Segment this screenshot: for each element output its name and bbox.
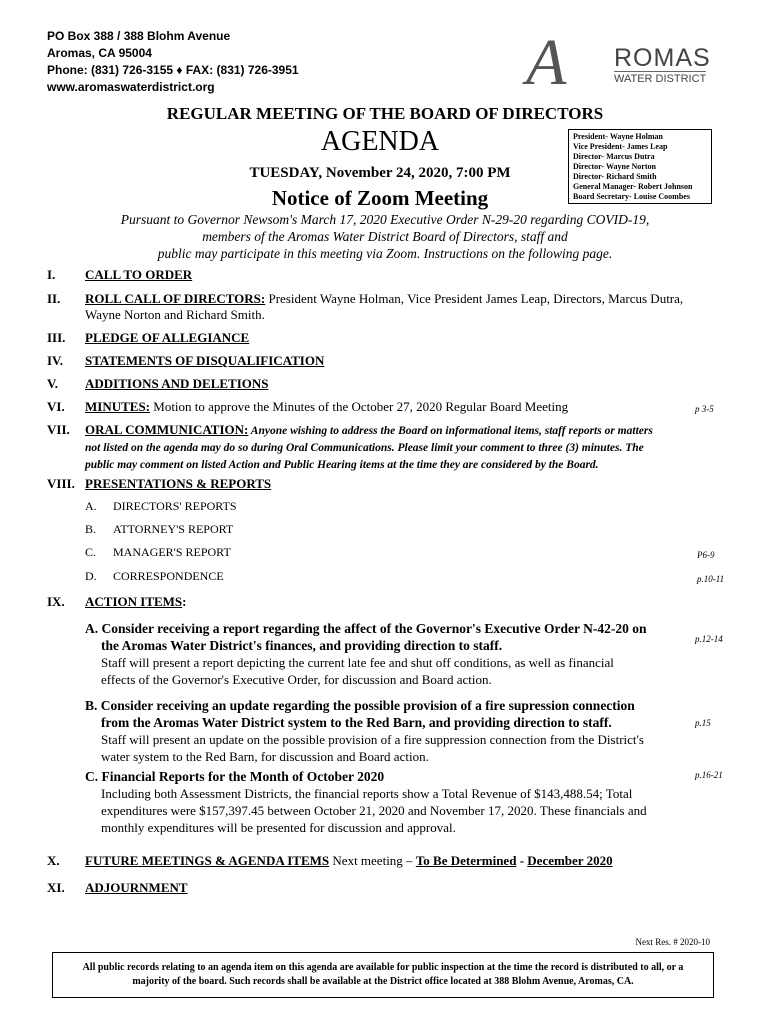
roll-call-text-2: Wayne Norton and Richard Smith. bbox=[85, 307, 265, 322]
public-records-notice: All public records relating to an agenda item on this agenda are available for public inspection at the time the record is distributed to all, or a majority of the board. Such records shall be available at the District office located at 388 Blohm Avenue, Aromas, CA. bbox=[52, 952, 714, 998]
officer-line: Director- Wayne Norton bbox=[573, 162, 656, 171]
meeting-date: TUESDAY, November 24, 2020, 7:00 PM bbox=[249, 165, 511, 181]
page-ref: P6-9 bbox=[697, 550, 715, 560]
minutes-item bbox=[85, 399, 568, 415]
action-c-text: Including both Assessment Districts, the financial reports show a Total Revenue of $143,488.54; Total bbox=[101, 786, 633, 801]
item-title-pledge: PLEDGE OF ALLEGIANCE bbox=[85, 330, 250, 345]
officer-line: Director- Richard Smith bbox=[573, 172, 657, 181]
action-b-text-2: water system to the Red Barn, for discussion and Board action. bbox=[101, 749, 429, 764]
item-title-additions: ADDITIONS AND DELETIONS bbox=[85, 376, 269, 391]
item-number: VIII. bbox=[47, 476, 75, 491]
action-a-title-2: the Aromas Water District's finances, and providing direction to staff. bbox=[101, 638, 503, 653]
sub-item-correspondence bbox=[85, 569, 224, 584]
action-a-text: Staff will present a report depicting the current late fee and shut off conditions, as well as financial bbox=[101, 655, 614, 670]
item-title-minutes: MINUTES: bbox=[85, 399, 151, 414]
agenda-heading: AGENDA bbox=[320, 126, 440, 157]
colon: : bbox=[182, 594, 187, 609]
future-meetings-item bbox=[85, 853, 613, 869]
item-title-roll-call: ROLL CALL OF DIRECTORS: bbox=[85, 291, 266, 306]
officer-line: Board Secretary- Louise Coombes bbox=[573, 192, 690, 201]
oral-text-2: not listed on the agenda may do so during Oral Communications. Please limit your comment to three (3) minutes. The bbox=[85, 442, 644, 454]
item-number: IX. bbox=[47, 594, 65, 609]
officer-line: Director- Marcus Dutra bbox=[573, 152, 655, 161]
oral-text: Anyone wishing to address the Board on informational items, staff reports or matters bbox=[248, 425, 653, 437]
action-b-title-2: from the Aromas Water District system to the Red Barn, and providing direction to staff. bbox=[101, 715, 612, 730]
sub-text: ATTORNEY'S REPORT bbox=[113, 522, 234, 536]
item-number: VI. bbox=[47, 399, 65, 414]
pursuant-notice bbox=[60, 211, 710, 262]
meeting-title: REGULAR MEETING OF THE BOARD OF DIRECTORS bbox=[166, 104, 604, 123]
item-title-oral-communication: ORAL COMMUNICATION: bbox=[85, 422, 249, 437]
logo-subtitle: WATER DISTRICT bbox=[614, 73, 707, 85]
officer-line: Vice President- James Leap bbox=[573, 142, 668, 151]
sub-text: MANAGER'S REPORT bbox=[113, 545, 231, 559]
contact-block bbox=[47, 28, 299, 96]
item-title-call-to-order: CALL TO ORDER bbox=[85, 267, 193, 282]
action-a-text-2: effects of the Governor's Executive Order, for discussion and Board action. bbox=[101, 672, 492, 687]
action-c-title: C. Financial Reports for the Month of October 2020 bbox=[85, 769, 385, 784]
phone-fax-line: Phone: (831) 726-3155 ♦ FAX: (831) 726-3951 bbox=[47, 63, 299, 77]
sub-item-directors bbox=[85, 499, 237, 514]
zoom-notice: Notice of Zoom Meeting bbox=[271, 186, 489, 210]
pursuant-line: public may participate in this meeting via Zoom. Instructions on the following page. bbox=[157, 246, 613, 261]
sub-letter: B. bbox=[85, 522, 97, 536]
tbd-text: To Be Determined bbox=[415, 853, 517, 868]
action-a-title: A. Consider receiving a report regarding the affect of the Governor's Executive Order N-42-20 on bbox=[85, 621, 647, 636]
sub-item-manager bbox=[85, 545, 231, 560]
item-title-action-items: ACTION ITEMS bbox=[85, 594, 183, 609]
oral-text-3: public may comment on listed Action and Public Hearing items at the time they are considered by the Board. bbox=[85, 459, 599, 471]
page-ref: p 3-5 bbox=[695, 404, 714, 414]
page-ref: p.15 bbox=[695, 718, 711, 728]
action-c-text-3: monthly expenditures will be presented for discussion and approval. bbox=[101, 820, 456, 835]
page-ref: p.10-11 bbox=[697, 574, 725, 584]
sub-letter: A. bbox=[85, 499, 97, 513]
page-ref: p.12-14 bbox=[695, 634, 723, 644]
officer-line: President- Wayne Holman bbox=[573, 132, 663, 141]
officer-line: General Manager- Robert Johnson bbox=[573, 182, 693, 191]
address-line: PO Box 388 / 388 Blohm Avenue bbox=[47, 29, 231, 43]
action-item-b bbox=[85, 697, 715, 765]
sub-letter: C. bbox=[85, 545, 97, 559]
action-item-a bbox=[85, 620, 715, 688]
action-b-text: Staff will present an update on the possible provision of a fire suppression connection from the District's bbox=[101, 732, 644, 747]
roll-call-text: President Wayne Holman, Vice President James Leap, Directors, Marcus Dutra, bbox=[265, 291, 684, 306]
district-logo bbox=[526, 26, 716, 99]
action-item-c bbox=[85, 768, 715, 836]
oral-communication-item bbox=[85, 422, 725, 473]
item-number: II. bbox=[47, 291, 61, 306]
website-line: www.aromaswaterdistrict.org bbox=[47, 80, 215, 94]
officers-box bbox=[568, 129, 712, 204]
item-number: V. bbox=[47, 376, 58, 391]
dash: - bbox=[516, 853, 528, 868]
logo-name: ROMAS bbox=[614, 44, 711, 72]
item-title-adjournment: ADJOURNMENT bbox=[85, 880, 188, 895]
action-b-title: B. Consider receiving an update regarding the possible provision of a fire supression connection bbox=[85, 698, 635, 713]
page-ref: p.16-21 bbox=[695, 770, 723, 780]
sub-text: DIRECTORS' REPORTS bbox=[113, 499, 237, 513]
pursuant-line: Pursuant to Governor Newsom's March 17, 2020 Executive Order N-29-20 regarding COVID-19, bbox=[120, 212, 650, 227]
minutes-text: Motion to approve the Minutes of the October 27, 2020 Regular Board Meeting bbox=[150, 399, 569, 414]
item-number: IV. bbox=[47, 353, 64, 368]
pursuant-line: members of the Aromas Water District Board of Directors, staff and bbox=[202, 229, 568, 244]
item-number: VII. bbox=[47, 422, 70, 437]
sub-text: CORRESPONDENCE bbox=[113, 569, 224, 583]
sub-letter: D. bbox=[85, 569, 97, 583]
item-number: III. bbox=[47, 330, 66, 345]
item-number: X. bbox=[47, 853, 60, 868]
item-title-disqualification: STATEMENTS OF DISQUALIFICATION bbox=[85, 353, 325, 368]
logo-letter: A bbox=[526, 26, 567, 99]
action-c-text-2: expenditures were $157,397.45 between October 21, 2020 and November 17, 2020. These financials and bbox=[101, 803, 647, 818]
item-title-presentations: PRESENTATIONS & REPORTS bbox=[85, 476, 272, 491]
sub-item-attorney bbox=[85, 522, 233, 537]
item-title-future-meetings: FUTURE MEETINGS & AGENDA ITEMS bbox=[85, 853, 330, 868]
item-number: XI. bbox=[47, 880, 65, 895]
city-line: Aromas, CA 95004 bbox=[47, 46, 152, 60]
next-meeting-text: Next meeting – bbox=[329, 853, 416, 868]
item-number: I. bbox=[47, 267, 56, 282]
next-month: December 2020 bbox=[527, 853, 613, 868]
roll-call-item bbox=[85, 291, 725, 323]
next-resolution: Next Res. # 2020-10 bbox=[635, 937, 710, 947]
